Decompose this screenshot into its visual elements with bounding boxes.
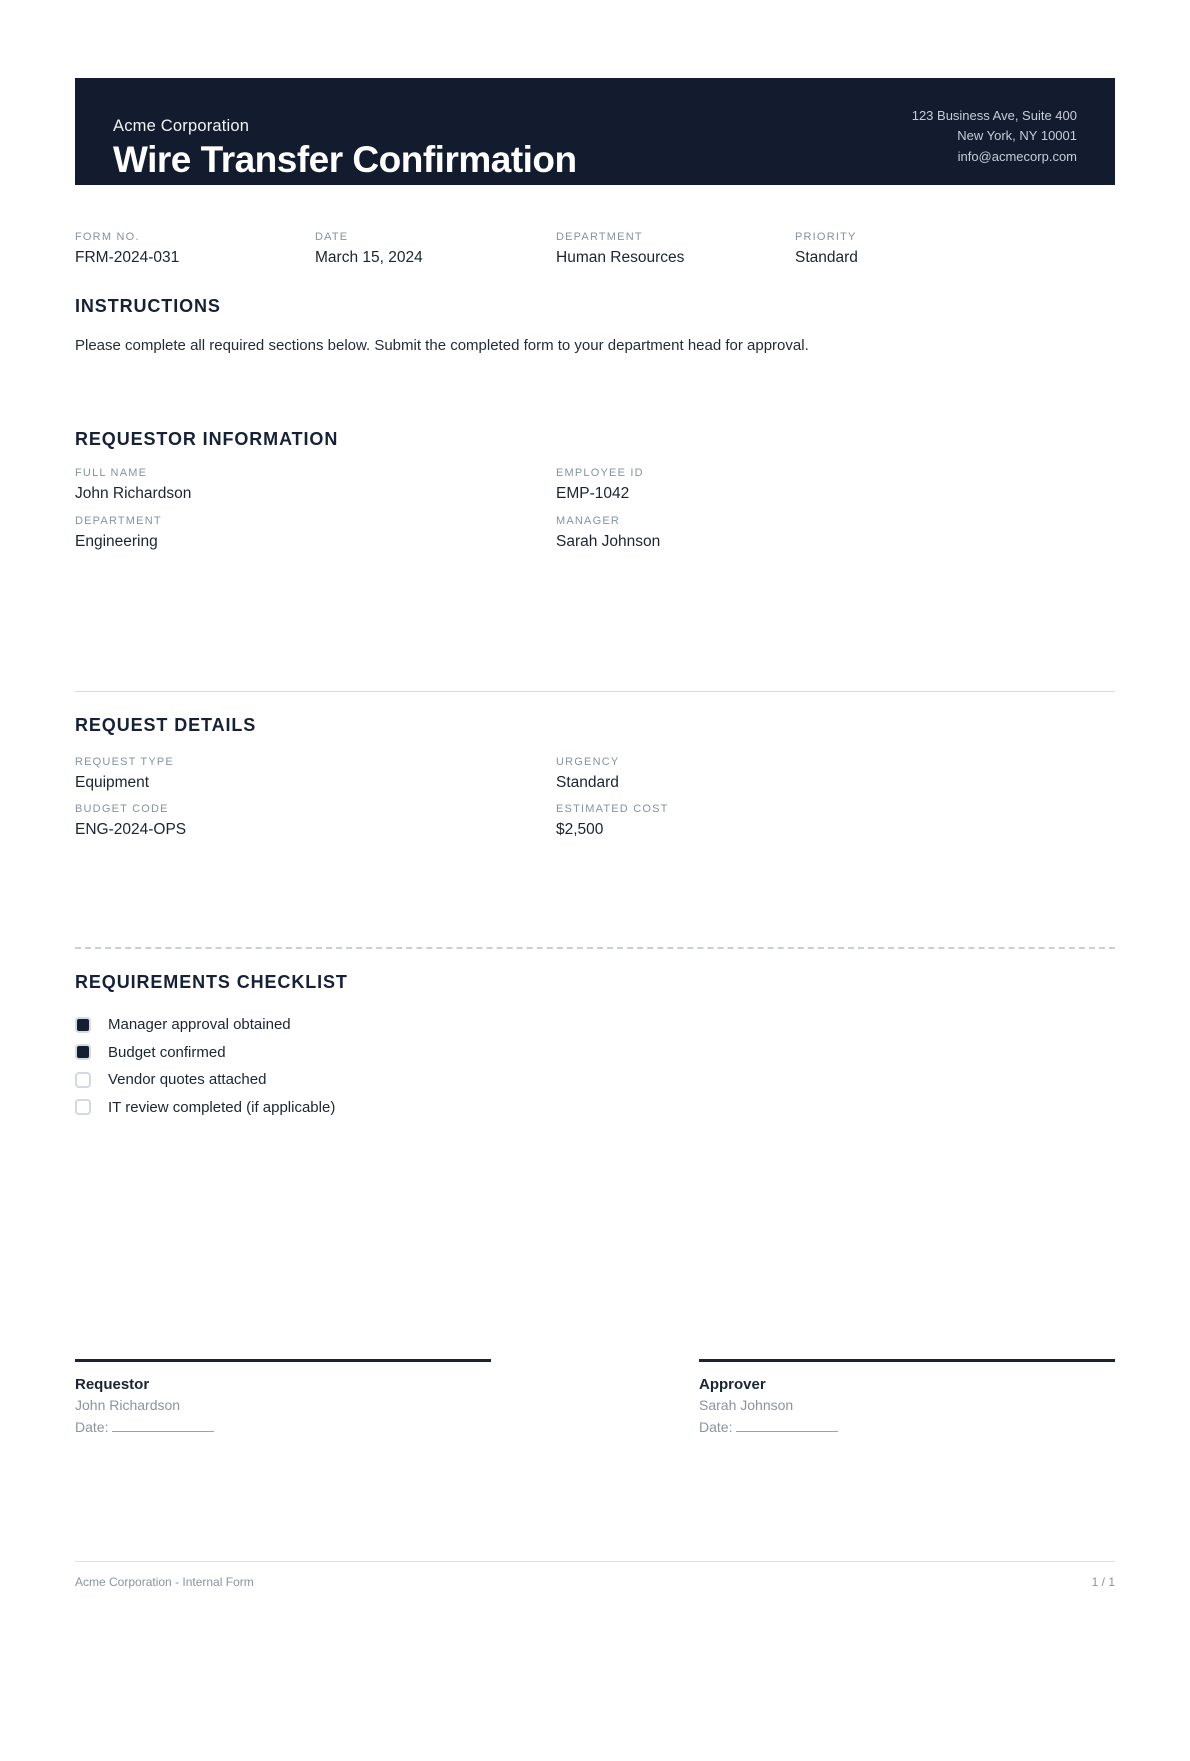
address-line-2: New York, NY 10001 [957, 128, 1077, 144]
footer-left-text: Acme Corporation - Internal Form [75, 1575, 254, 1590]
manager-label: MANAGER [556, 514, 621, 527]
meta-date-label: DATE [315, 231, 349, 243]
company-name: Acme Corporation [113, 117, 250, 135]
checklist-item [75, 1044, 1115, 1060]
field-request-type [75, 756, 556, 792]
budget-code-value: ENG-2024-OPS [75, 820, 187, 838]
checkbox-icon[interactable] [75, 1017, 91, 1033]
full-name-label: FULL NAME [75, 466, 148, 479]
company-address-block [912, 106, 1077, 166]
meta-form-no-label: FORM NO. [75, 231, 140, 243]
document-title: Wire Transfer Confirmation [113, 139, 577, 180]
field-employee-id [556, 467, 1115, 503]
checklist-item [75, 1072, 1115, 1088]
checkbox-icon[interactable] [75, 1072, 91, 1088]
urgency-label: URGENCY [556, 755, 620, 768]
requestor-signature-block [75, 1359, 491, 1435]
approver-signature-name: Sarah Johnson [699, 1397, 794, 1414]
requestor-information-heading: REQUESTOR INFORMATION [75, 428, 339, 449]
footer-page-number: 1 / 1 [1091, 1575, 1115, 1590]
budget-code-label: BUDGET CODE [75, 802, 169, 815]
field-manager [556, 515, 1115, 551]
meta-department [556, 231, 795, 267]
address-line-1: 123 Business Ave, Suite 400 [911, 108, 1077, 124]
requestor-date-label: Date: [75, 1419, 109, 1436]
requirements-checklist-heading: REQUIREMENTS CHECKLIST [75, 971, 348, 992]
checklist-item-label: IT review completed (if applicable) [108, 1098, 336, 1116]
requestor-information-fields [75, 467, 1115, 551]
estimated-cost-label: ESTIMATED COST [556, 802, 669, 815]
header-title-block [113, 117, 577, 185]
urgency-value: Standard [556, 773, 619, 791]
requestor-date-line [112, 1420, 214, 1432]
estimated-cost-value: $2,500 [556, 820, 604, 838]
field-budget-code [75, 803, 556, 839]
meta-priority [795, 231, 1115, 267]
requestor-signature-date [75, 1419, 491, 1435]
employee-id-value: EMP-1042 [556, 484, 630, 502]
document-footer [75, 1561, 1115, 1589]
address-email: info@acmecorp.com [957, 148, 1077, 164]
department-label: DEPARTMENT [75, 514, 162, 527]
meta-date [315, 231, 556, 267]
field-department [75, 515, 556, 551]
section-divider-dashed [75, 947, 1115, 949]
manager-value: Sarah Johnson [556, 532, 661, 550]
requestor-signature-name: John Richardson [75, 1397, 181, 1414]
checklist-item-label: Vendor quotes attached [108, 1071, 267, 1089]
requirements-checklist [75, 1017, 1115, 1116]
approver-signature-date [699, 1419, 1115, 1435]
meta-priority-value: Standard [795, 249, 858, 266]
document-header [75, 78, 1115, 185]
meta-department-label: DEPARTMENT [556, 231, 643, 243]
field-urgency [556, 756, 1115, 792]
field-estimated-cost [556, 803, 1115, 839]
signature-section [75, 1359, 1115, 1435]
employee-id-label: EMPLOYEE ID [556, 466, 644, 479]
instructions-text: Please complete all required sections below. Submit the completed form to your department head for approval. [75, 337, 809, 354]
request-details-heading: REQUEST DETAILS [75, 714, 257, 735]
checkbox-icon[interactable] [75, 1044, 91, 1060]
section-divider [75, 691, 1115, 692]
form-meta-row [75, 231, 1115, 267]
request-details-fields [75, 756, 1115, 839]
department-value: Engineering [75, 532, 158, 550]
checkbox-icon[interactable] [75, 1099, 91, 1115]
checklist-item-label: Budget confirmed [108, 1043, 226, 1061]
checklist-item [75, 1099, 1115, 1115]
request-type-label: REQUEST TYPE [75, 755, 174, 768]
meta-form-no-value: FRM-2024-031 [75, 249, 180, 266]
meta-date-value: March 15, 2024 [315, 249, 423, 266]
approver-signature-role: Approver [699, 1376, 766, 1394]
meta-form-no [75, 231, 315, 267]
request-type-value: Equipment [75, 773, 150, 791]
instructions-heading: INSTRUCTIONS [75, 296, 221, 316]
form-document [0, 78, 1190, 1761]
meta-priority-label: PRIORITY [795, 231, 857, 243]
full-name-value: John Richardson [75, 484, 192, 502]
requestor-signature-role: Requestor [75, 1376, 150, 1394]
approver-date-line [736, 1420, 838, 1432]
field-full-name [75, 467, 556, 503]
checklist-item-label: Manager approval obtained [108, 1016, 291, 1034]
meta-department-value: Human Resources [556, 249, 685, 266]
checklist-item [75, 1017, 1115, 1033]
approver-date-label: Date: [699, 1419, 733, 1436]
approver-signature-block [699, 1359, 1115, 1435]
